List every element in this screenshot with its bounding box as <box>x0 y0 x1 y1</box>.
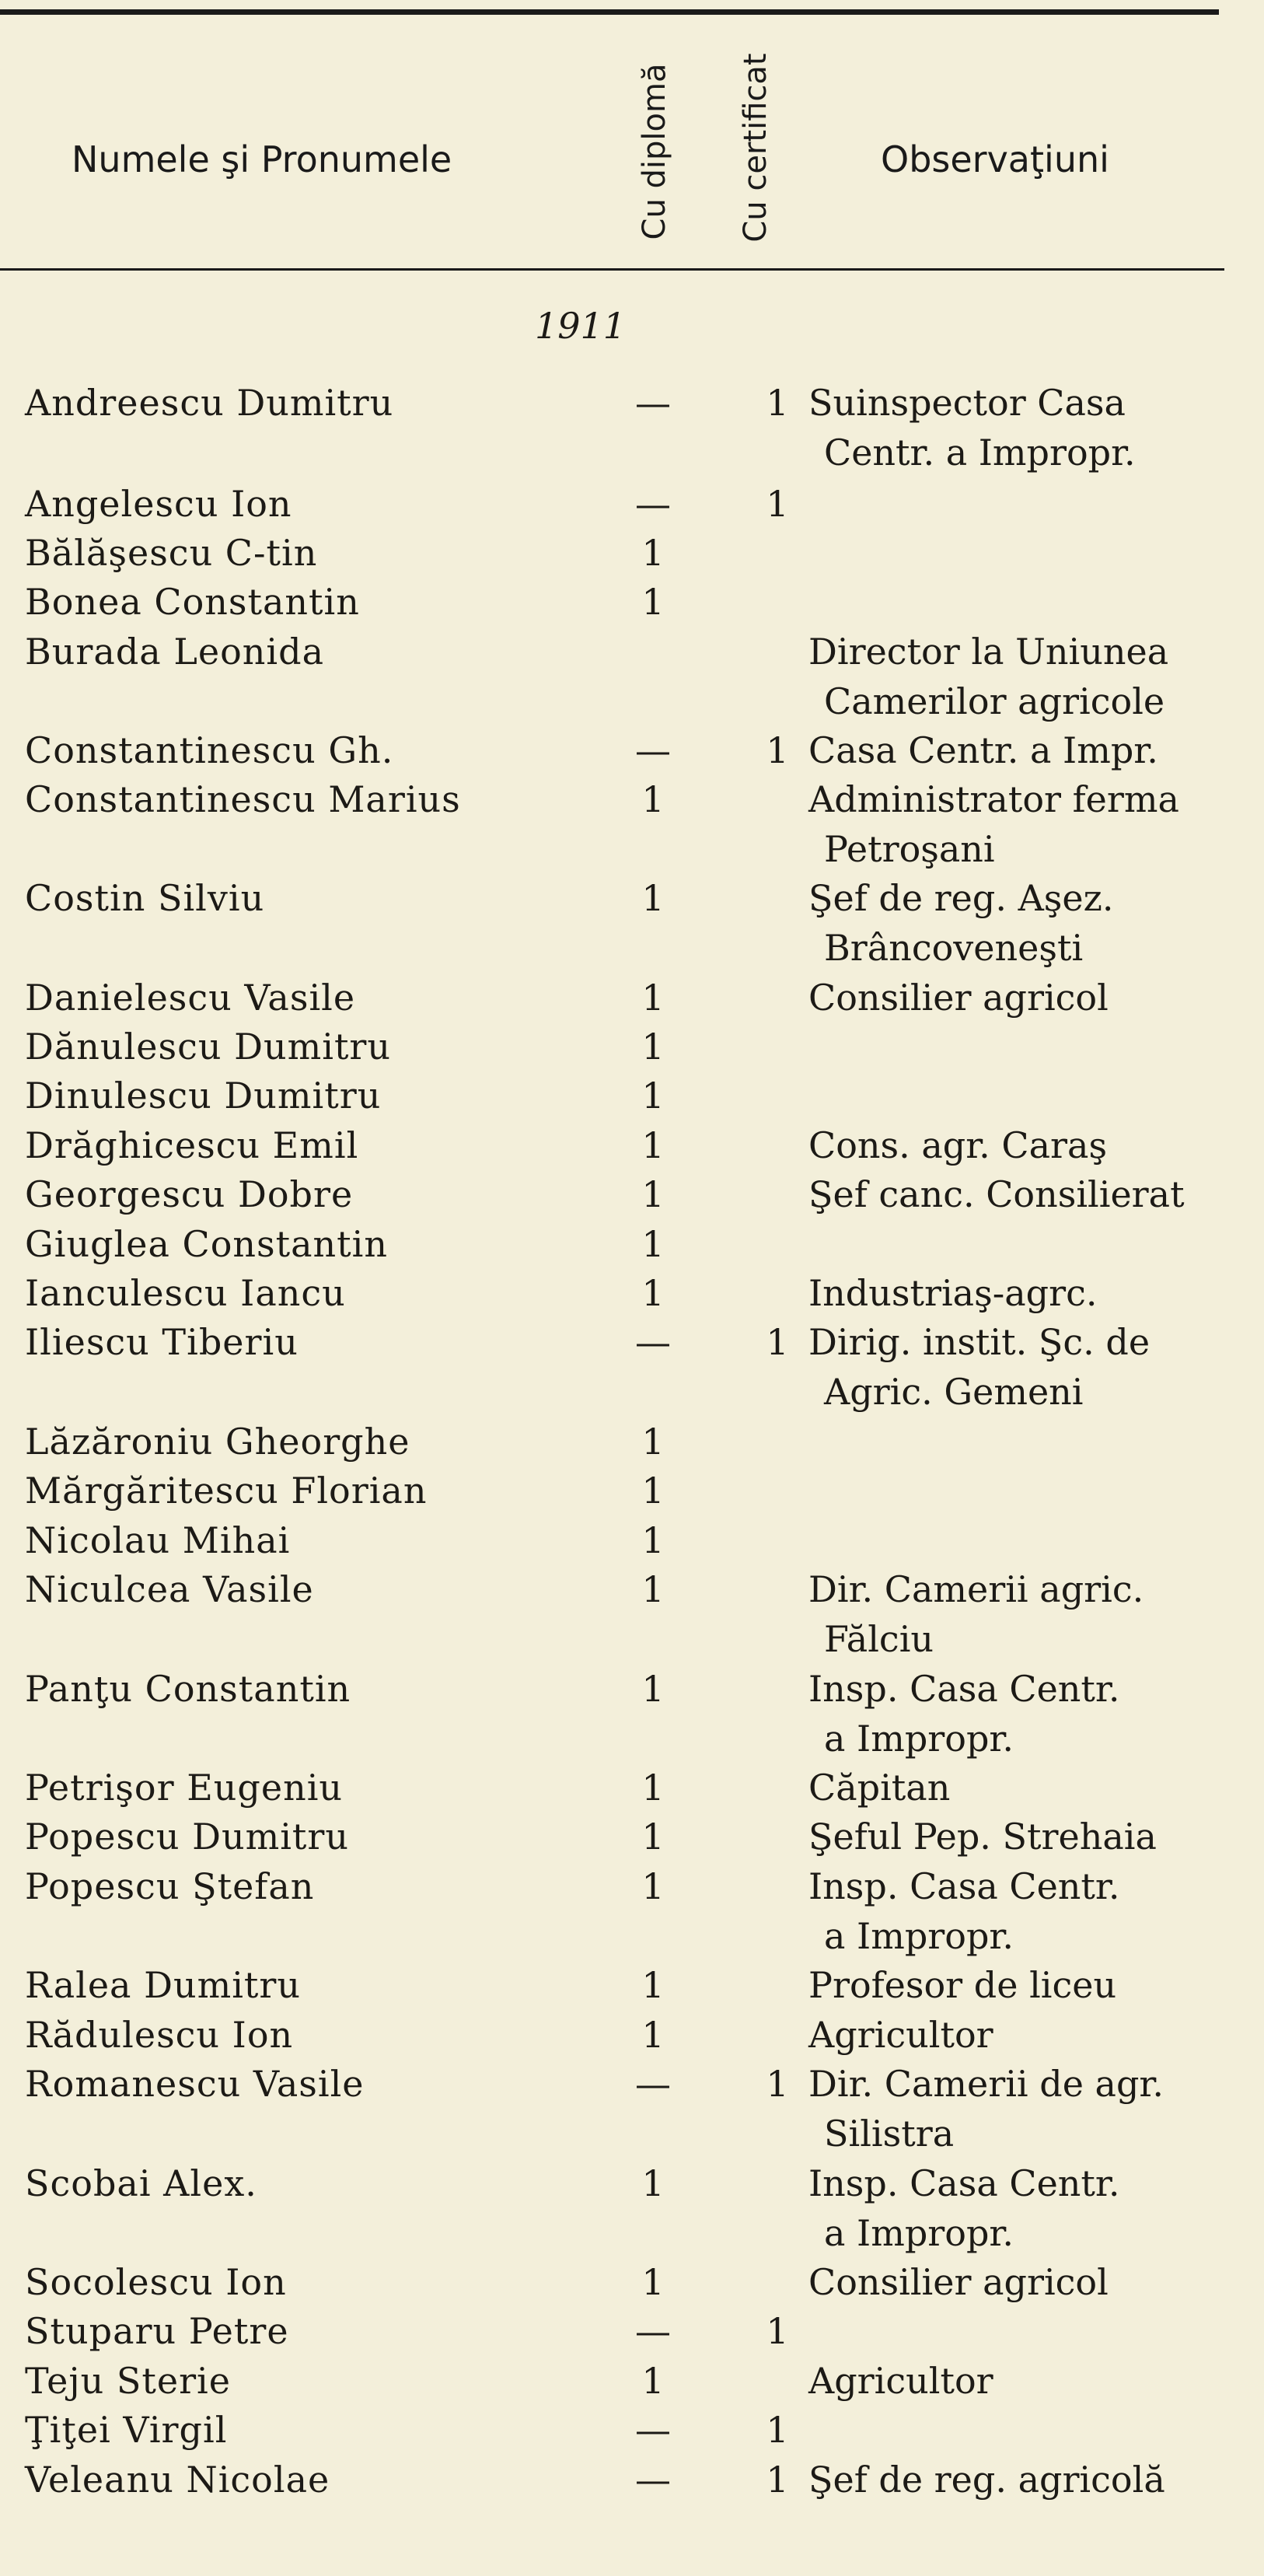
diploma-value: 1 <box>641 1075 665 1117</box>
diploma-value: 1 <box>641 1816 665 1858</box>
observation-line-1: Căpitan <box>808 1767 951 1809</box>
person-name: Giuglea Constantin <box>25 1223 388 1265</box>
observation-line-1: Suinspector Casa <box>808 382 1126 424</box>
diploma-value: 1 <box>641 1124 665 1166</box>
diploma-value: 1 <box>641 1519 665 1561</box>
person-name: Teju Sterie <box>25 2360 231 2402</box>
observation-cell <box>808 873 1244 973</box>
certificat-value: 1 <box>766 729 789 771</box>
observation-cell <box>808 973 1244 1022</box>
observation-cell <box>808 1861 1244 1961</box>
diploma-value: 1 <box>641 2162 665 2204</box>
observation-cell <box>808 2356 1244 2406</box>
observation-line-1: Casa Centr. a Impr. <box>808 729 1158 771</box>
observation-line-1: Şef de reg. Aşez. <box>808 877 1114 919</box>
observation-cell <box>808 2059 1244 2158</box>
person-name: Bălăşescu C-tin <box>25 532 318 574</box>
person-name: Petrişor Eugeniu <box>25 1767 344 1809</box>
person-name: Andreescu Dumitru <box>25 382 394 424</box>
person-name: Ţiţei Virgil <box>25 2409 228 2451</box>
observation-line-1: Cons. agr. Caraş <box>808 1124 1108 1166</box>
observation-line-1: Insp. Casa Centr. <box>808 1865 1120 1907</box>
diploma-value: — <box>635 483 671 525</box>
diploma-value: — <box>635 729 671 771</box>
observation-line-1: Industriaş-agrc. <box>808 1272 1098 1314</box>
observation-line-1: Insp. Casa Centr. <box>808 2162 1120 2204</box>
diploma-value: 1 <box>641 1272 665 1314</box>
certificat-value: 1 <box>766 483 789 525</box>
observation-line-1: Director la Uniunea <box>808 631 1169 673</box>
header-rule <box>0 268 1224 271</box>
certificat-value: 1 <box>766 2409 789 2451</box>
observation-cell <box>808 1763 1244 1812</box>
person-name: Scobai Alex. <box>25 2162 257 2204</box>
observation-line-1: Agricultor <box>808 2360 993 2402</box>
diploma-value: 1 <box>641 1767 665 1809</box>
person-name: Panţu Constantin <box>25 1668 351 1710</box>
person-name: Romanescu Vasile <box>25 2063 365 2105</box>
diploma-value: 1 <box>641 877 665 919</box>
observation-cell <box>808 1268 1244 1318</box>
observation-cell <box>808 627 1244 726</box>
observation-cell <box>808 2010 1244 2060</box>
header-name-column: Numele şi Pronumele <box>72 138 452 180</box>
observation-line-2: Silistra <box>824 2113 955 2155</box>
observation-cell <box>808 1664 1244 1763</box>
person-name: Veleanu Nicolae <box>25 2459 330 2501</box>
observation-cell <box>808 1960 1244 2010</box>
diploma-value: — <box>635 2310 671 2352</box>
observation-line-2: a Impropr. <box>824 1718 1014 1760</box>
person-name: Angelescu Ion <box>25 483 292 525</box>
person-name: Constantinescu Gh. <box>25 729 394 771</box>
person-name: Georgescu Dobre <box>25 1173 354 1215</box>
observation-line-2: a Impropr. <box>824 1915 1014 1957</box>
person-name: Nicolau Mihai <box>25 1519 291 1561</box>
diploma-value: 1 <box>641 2360 665 2402</box>
header-certificat-column: Cu certificat <box>738 53 773 243</box>
observation-line-1: Profesor de liceu <box>808 1964 1117 2006</box>
person-name: Dinulescu Dumitru <box>25 1075 382 1117</box>
observation-line-1: Consilier agricol <box>808 977 1109 1019</box>
person-name: Popescu Ştefan <box>25 1865 315 1907</box>
diploma-value: 1 <box>641 581 665 623</box>
observation-line-1: Şeful Pep. Strehaia <box>808 1816 1157 1858</box>
certificat-value: 1 <box>766 382 789 424</box>
diploma-value: — <box>635 1321 671 1363</box>
certificat-value: 1 <box>766 1321 789 1363</box>
year-heading: 1911 <box>535 305 627 347</box>
observation-line-1: Administrator ferma <box>808 778 1179 820</box>
person-name: Mărgăritescu Florian <box>25 1470 428 1512</box>
certificat-value: 1 <box>766 2310 789 2352</box>
top-rule <box>0 9 1219 15</box>
observation-line-1: Şef canc. Consilierat <box>808 1173 1185 1215</box>
person-name: Socolescu Ion <box>25 2261 287 2303</box>
person-name: Burada Leonida <box>25 631 325 673</box>
person-name: Rădulescu Ion <box>25 2014 294 2056</box>
diploma-value: 1 <box>641 1568 665 1610</box>
person-name: Iliescu Tiberiu <box>25 1321 299 1363</box>
observation-line-2: a Impropr. <box>824 2212 1014 2254</box>
diploma-value: 1 <box>641 1470 665 1512</box>
certificat-value: 1 <box>766 2063 789 2105</box>
diploma-value: 1 <box>641 2261 665 2303</box>
diploma-value: — <box>635 2409 671 2451</box>
person-name: Stuparu Petre <box>25 2310 289 2352</box>
person-name: Lăzăroniu Gheorghe <box>25 1421 410 1463</box>
diploma-value: 1 <box>641 532 665 574</box>
observation-cell <box>808 725 1244 775</box>
person-name: Popescu Dumitru <box>25 1816 350 1858</box>
person-name: Ianculescu Iancu <box>25 1272 346 1314</box>
person-name: Danielescu Vasile <box>25 977 356 1019</box>
observation-line-1: Agricultor <box>808 2014 993 2056</box>
person-name: Costin Silviu <box>25 877 265 919</box>
observation-line-2: Petroşani <box>824 828 995 870</box>
person-name: Niculcea Vasile <box>25 1568 314 1610</box>
observation-line-2: Brâncoveneşti <box>824 927 1084 969</box>
observation-cell <box>808 1120 1244 1170</box>
diploma-value: 1 <box>641 977 665 1019</box>
diploma-value: 1 <box>641 1964 665 2006</box>
observation-line-1: Dir. Camerii agric. <box>808 1568 1144 1610</box>
observation-line-1: Consilier agricol <box>808 2261 1109 2303</box>
observation-line-2: Fălciu <box>824 1618 934 1660</box>
diploma-value: 1 <box>641 1026 665 1068</box>
observation-cell <box>808 2257 1244 2307</box>
diploma-value: 1 <box>641 1865 665 1907</box>
observation-line-1: Dirig. instit. Şc. de <box>808 1321 1151 1363</box>
observation-line-2: Centr. a Impropr. <box>824 432 1136 474</box>
diploma-value: 1 <box>641 2014 665 2056</box>
person-name: Ralea Dumitru <box>25 1964 302 2006</box>
observation-cell <box>808 2455 1244 2504</box>
observation-line-1: Dir. Camerii de agr. <box>808 2063 1164 2105</box>
person-name: Drăghicescu Emil <box>25 1124 359 1166</box>
diploma-value: 1 <box>641 1421 665 1463</box>
observation-cell <box>808 1317 1244 1417</box>
observation-cell <box>808 378 1244 477</box>
diploma-value: 1 <box>641 1173 665 1215</box>
observation-cell <box>808 1812 1244 1861</box>
header-diploma-column: Cu diplomă <box>637 63 672 240</box>
diploma-value: — <box>635 382 671 424</box>
person-name: Bonea Constantin <box>25 581 360 623</box>
certificat-value: 1 <box>766 2459 789 2501</box>
observation-line-1: Şef de reg. agricolă <box>808 2459 1165 2501</box>
person-name: Dănulescu Dumitru <box>25 1026 392 1068</box>
observation-cell <box>808 774 1244 874</box>
person-name: Constantinescu Marius <box>25 778 461 820</box>
diploma-value: 1 <box>641 1223 665 1265</box>
diploma-value: — <box>635 2459 671 2501</box>
observation-line-2: Agric. Gemeni <box>824 1371 1084 1413</box>
observation-line-2: Camerilor agricole <box>824 680 1165 722</box>
observation-cell <box>808 1169 1244 1219</box>
observation-cell <box>808 1564 1244 1664</box>
observation-cell <box>808 2158 1244 2258</box>
diploma-value: 1 <box>641 778 665 820</box>
diploma-value: 1 <box>641 1668 665 1710</box>
observation-line-1: Insp. Casa Centr. <box>808 1668 1120 1710</box>
header-observations-column: Observaţiuni <box>881 138 1109 180</box>
diploma-value: — <box>635 2063 671 2105</box>
